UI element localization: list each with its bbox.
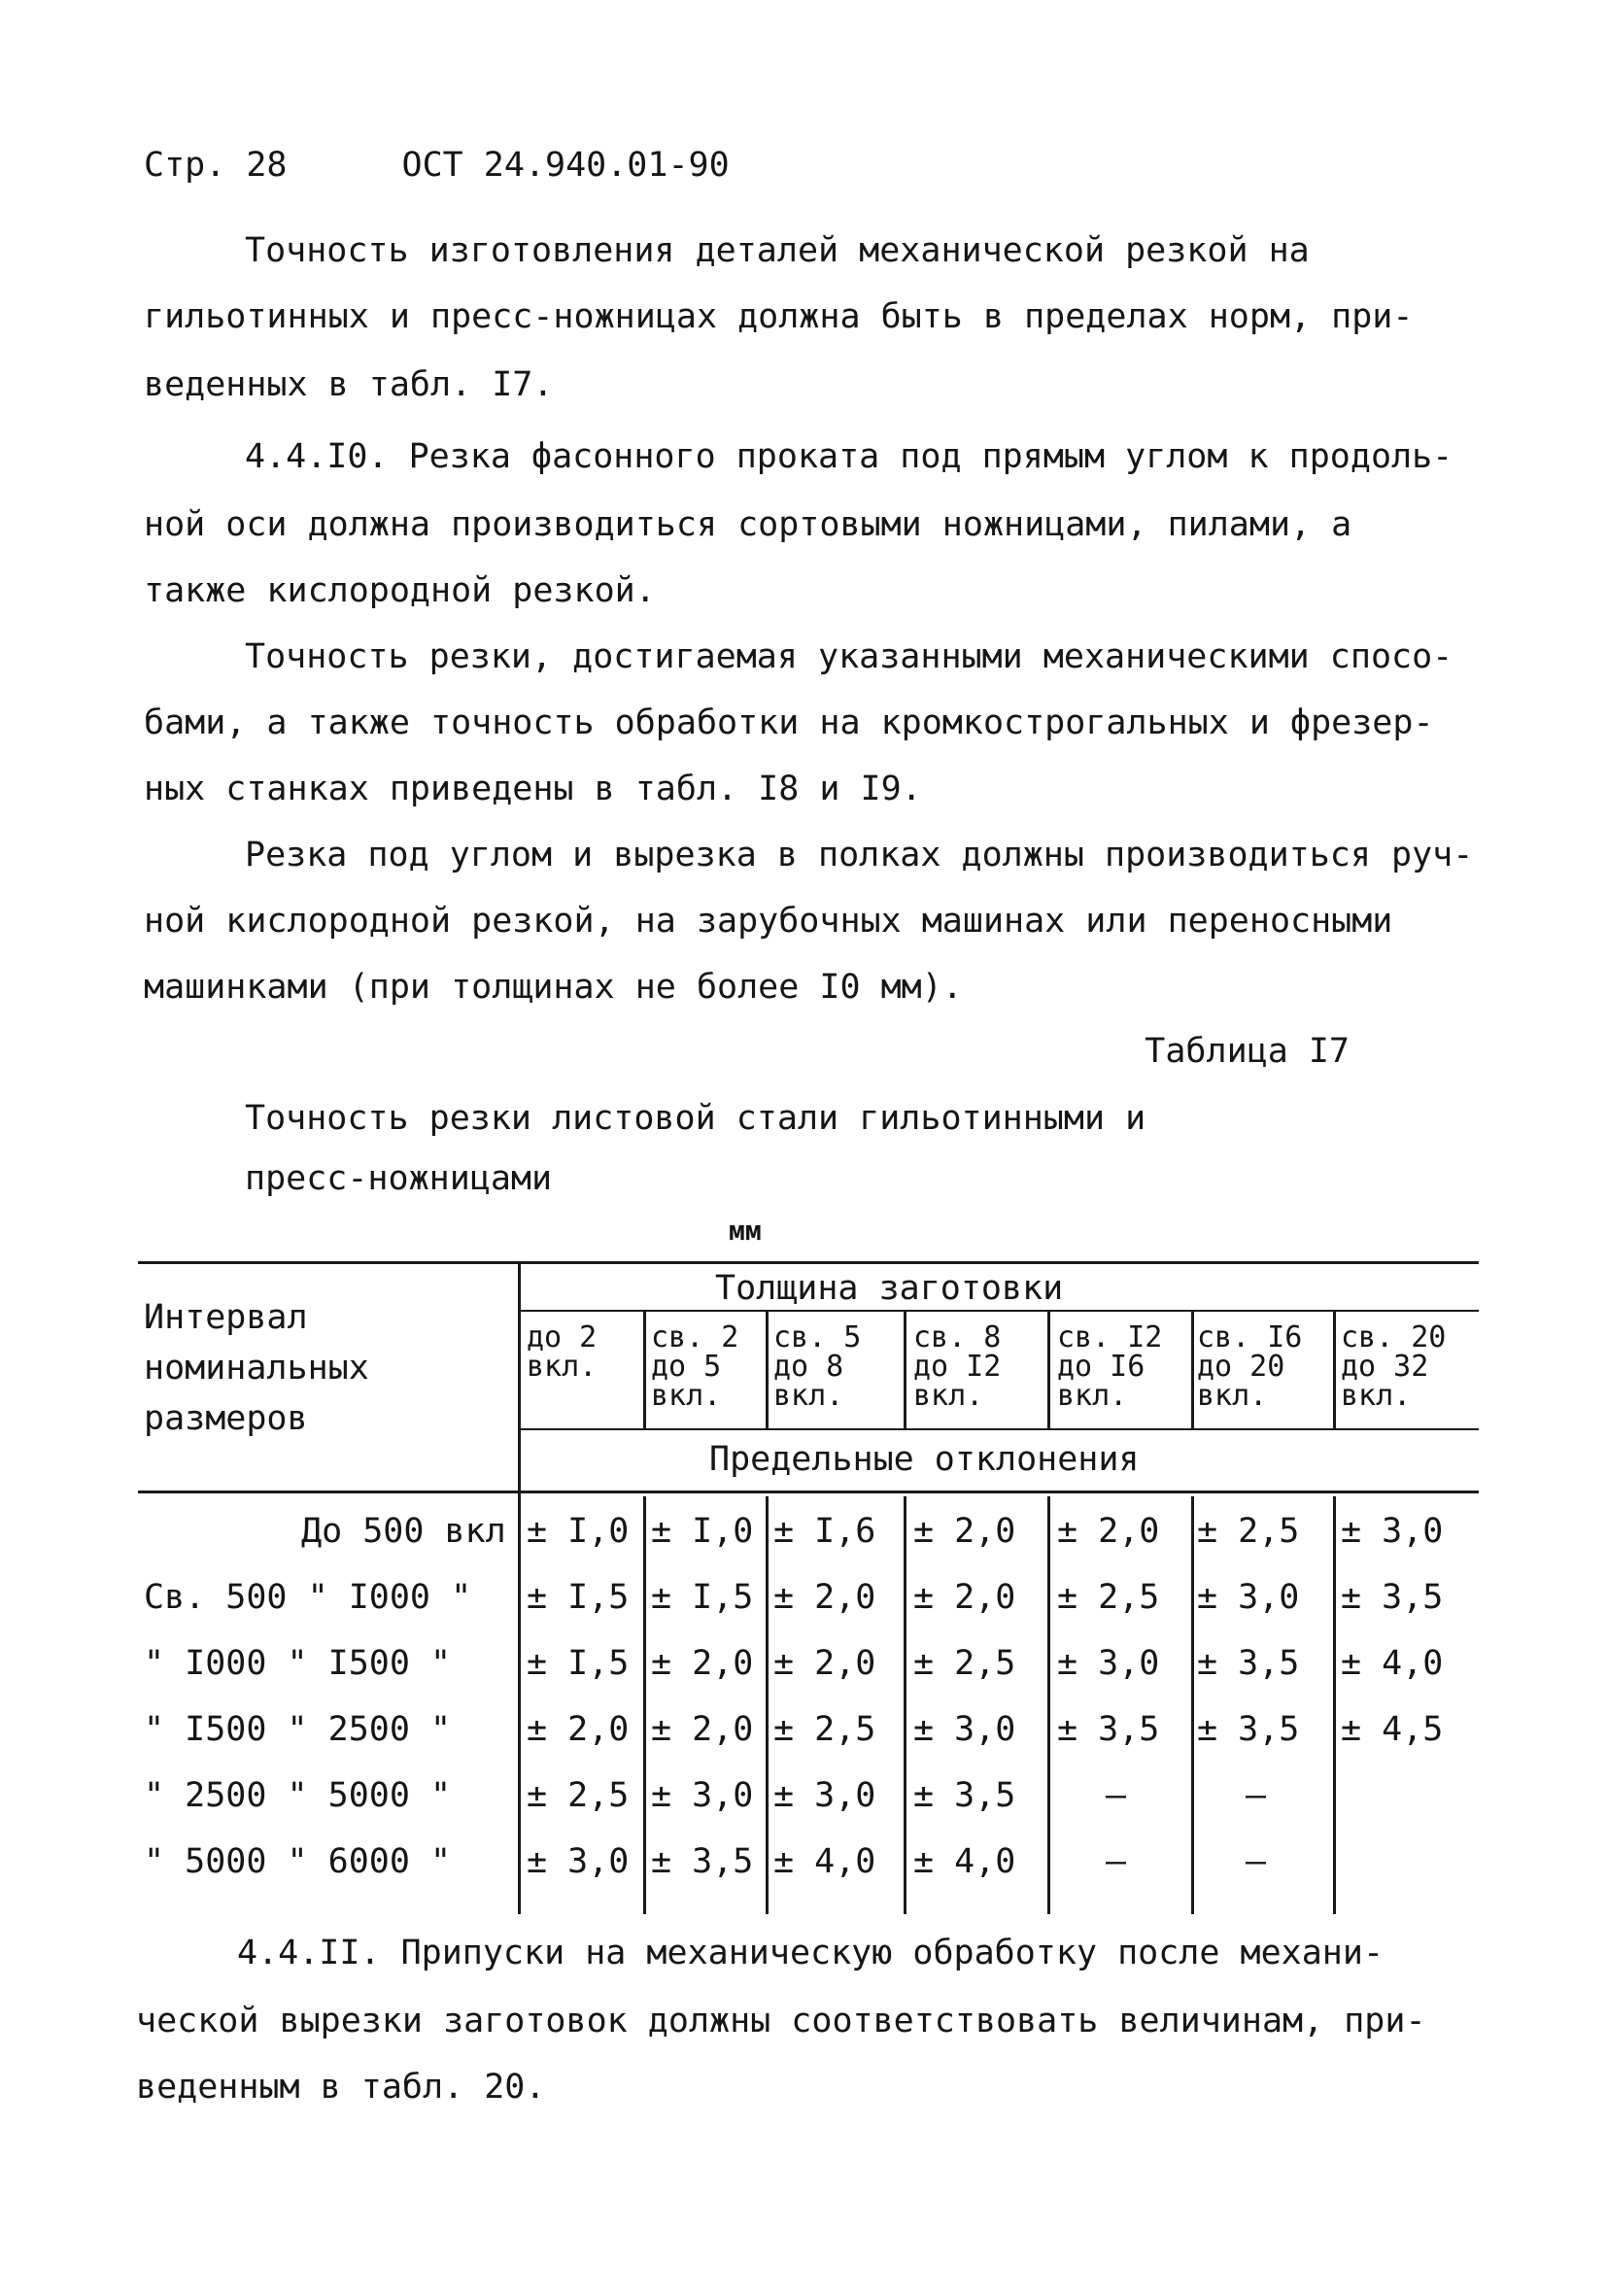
table-cell: ± I,5 (527, 1644, 630, 1683)
row-header-line-2: номинальных (144, 1349, 369, 1388)
column-header-2-line-1: св. 2 (651, 1320, 739, 1354)
table-top-rule (138, 1261, 1479, 1264)
table-cell: ± 3,5 (913, 1776, 1016, 1815)
paragraph-3-line-1: Точность резки, достигаемая указанными механическими спосо- (245, 637, 1453, 676)
table-cell: – (1106, 1776, 1127, 1815)
row-label: Св. 500 " I000 " (144, 1578, 472, 1617)
paragraph-5-line-2: ческой вырезки заготовок должны соответствовать величинам, при- (136, 2002, 1426, 2040)
row-header-cell (144, 1292, 369, 1444)
column-header-6-line-3: вкл. (1197, 1379, 1268, 1413)
col-divider-4-head (1047, 1312, 1050, 1428)
col-divider-2-head (766, 1312, 769, 1428)
table-cell: ± 3,0 (913, 1710, 1016, 1749)
col-divider-1-head (643, 1312, 646, 1428)
paragraph-5-line-1: 4.4.II. Припуски на механическую обработку после механи- (237, 1934, 1385, 1972)
column-header-2-line-3: вкл. (651, 1379, 722, 1413)
column-header-3-line-3: вкл. (773, 1379, 844, 1413)
table-cell: – (1246, 1842, 1267, 1881)
table-cell: ± I,5 (527, 1578, 630, 1617)
column-header-6-line-2: до 20 (1197, 1350, 1285, 1384)
column-header-3 (773, 1320, 862, 1413)
table-cell: ± 2,0 (651, 1710, 754, 1749)
table-cell: ± 2,0 (773, 1578, 876, 1617)
row-label: " I500 " 2500 " (144, 1710, 452, 1749)
table-cell: ± 4,0 (913, 1842, 1016, 1881)
column-header-4 (913, 1320, 1002, 1413)
paragraph-3-line-2: бами, а также точность обработки на кромкострогальных и фрезер- (144, 703, 1434, 742)
column-header-7-line-1: св. 20 (1341, 1320, 1447, 1354)
table-cell: ± 2,0 (527, 1710, 630, 1749)
column-header-1-line-2: вкл. (527, 1350, 598, 1384)
header-bottom-rule (138, 1491, 1479, 1493)
col-divider-6-head (1333, 1312, 1336, 1428)
row-label: " 2500 " 5000 " (144, 1776, 452, 1815)
table-cell: ± 2,0 (651, 1644, 754, 1683)
row-header-divider (518, 1261, 521, 1914)
column-header-1 (527, 1320, 598, 1384)
column-header-2 (651, 1320, 739, 1413)
col-divider-5-head (1191, 1312, 1194, 1428)
table-cell: ± 2,0 (913, 1578, 1016, 1617)
paragraph-2-line-2: ной оси должна производиться сортовыми ножницами, пилами, а (144, 505, 1352, 544)
table-cell: ± I,5 (651, 1578, 754, 1617)
table-cell: ± 2,5 (773, 1710, 876, 1749)
row-label: До 500 вкл (301, 1512, 506, 1551)
column-header-6 (1197, 1320, 1303, 1413)
col-divider-1 (643, 1496, 646, 1914)
row-label: " 5000 " 6000 " (144, 1842, 452, 1881)
paragraph-4-line-1: Резка под углом и вырезка в полках должны производиться руч- (245, 836, 1474, 874)
table-cell: ± I,6 (773, 1512, 876, 1551)
page-header (144, 146, 730, 185)
paragraph-4-line-2: ной кислородной резкой, на зарубочных машинах или переносными (144, 902, 1393, 941)
paragraph-4-line-3: машинками (при толщинах не более I0 мм). (144, 968, 963, 1007)
table-cell: ± 3,5 (651, 1842, 754, 1881)
group-header: Толщина заготовки (715, 1269, 1064, 1308)
sub-header-rule (521, 1428, 1479, 1430)
col-divider-3 (904, 1496, 906, 1914)
column-header-5-line-2: до I6 (1057, 1350, 1145, 1384)
row-header-line-3: размеров (144, 1399, 308, 1438)
column-header-4-line-3: вкл. (913, 1379, 984, 1413)
paragraph-5-line-3: веденным в табл. 20. (136, 2068, 546, 2107)
table-cell: ± 3,0 (773, 1776, 876, 1815)
paragraph-2-line-3: также кислородной резкой. (144, 571, 656, 610)
table-cell: ± 2,0 (1057, 1512, 1160, 1551)
paragraph-1-line-3: веденных в табл. I7. (144, 365, 554, 404)
table-cell: ± I,0 (527, 1512, 630, 1551)
row-label: " I000 " I500 " (144, 1644, 452, 1683)
column-header-5-line-1: св. I2 (1057, 1320, 1163, 1354)
table-cell: ± 2,5 (913, 1644, 1016, 1683)
column-header-5-line-3: вкл. (1057, 1379, 1128, 1413)
col-divider-3-head (904, 1312, 906, 1428)
column-header-7 (1341, 1320, 1447, 1413)
page-number: Стр. 28 (144, 146, 288, 185)
table-cell: ± 4,0 (773, 1842, 876, 1881)
column-header-4-line-1: св. 8 (913, 1320, 1002, 1354)
column-header-1-line-1: до 2 (527, 1320, 598, 1354)
table-cell: ± 2,5 (527, 1776, 630, 1815)
paragraph-1-line-2: гильотинных и пресс-ножницах должна быть в пределах норм, при- (144, 297, 1414, 336)
units-label: мм (729, 1215, 762, 1247)
table-cell: ± 3,5 (1197, 1710, 1300, 1749)
paragraph-1-line-1: Точность изготовления деталей механической резкой на (245, 231, 1310, 270)
sub-header: Предельные отклонения (709, 1440, 1140, 1479)
col-divider-2 (766, 1496, 769, 1914)
table-cell: ± 4,5 (1341, 1710, 1444, 1749)
paragraph-3-line-3: ных станках приведены в табл. I8 и I9. (144, 770, 922, 808)
col-divider-5 (1191, 1496, 1194, 1914)
column-header-3-line-1: св. 5 (773, 1320, 862, 1354)
column-header-2-line-2: до 5 (651, 1350, 722, 1384)
table-cell: ± 3,0 (1197, 1578, 1300, 1617)
standard-code: ОСТ 24.940.01-90 (401, 146, 730, 185)
table-cell: ± 3,5 (1197, 1644, 1300, 1683)
table-cell: ± 3,0 (651, 1776, 754, 1815)
table-cell: ± 3,0 (1341, 1512, 1444, 1551)
col-divider-6 (1333, 1496, 1336, 1914)
column-header-7-line-3: вкл. (1341, 1379, 1412, 1413)
column-header-7-line-2: до 32 (1341, 1350, 1429, 1384)
col-divider-4 (1047, 1496, 1050, 1914)
table-cell: ± 3,5 (1341, 1578, 1444, 1617)
table-cell: ± 2,5 (1197, 1512, 1300, 1551)
column-header-6-line-1: св. I6 (1197, 1320, 1303, 1354)
column-header-4-line-2: до I2 (913, 1350, 1002, 1384)
table-title: Точность резки листовой стали гильотинными и пресс-ножницами (245, 1099, 1146, 1198)
table-cell: ± 3,5 (1057, 1710, 1160, 1749)
column-header-5 (1057, 1320, 1163, 1413)
table-cell: ± 2,5 (1057, 1578, 1160, 1617)
paragraph-2-line-1: 4.4.I0. Резка фасонного проката под прямым углом к продоль- (245, 437, 1453, 476)
column-header-3-line-2: до 8 (773, 1350, 844, 1384)
table-cell: ± I,0 (651, 1512, 754, 1551)
table-cell: ± 2,0 (773, 1644, 876, 1683)
table-cell: – (1246, 1776, 1267, 1815)
table-label: Таблица I7 (1145, 1032, 1350, 1071)
row-header-line-1: Интервал (144, 1298, 308, 1337)
table-cell: ± 2,0 (913, 1512, 1016, 1551)
table-cell: ± 3,0 (1057, 1644, 1160, 1683)
table-cell: – (1106, 1842, 1127, 1881)
table-cell: ± 3,0 (527, 1842, 630, 1881)
table-cell: ± 4,0 (1341, 1644, 1444, 1683)
